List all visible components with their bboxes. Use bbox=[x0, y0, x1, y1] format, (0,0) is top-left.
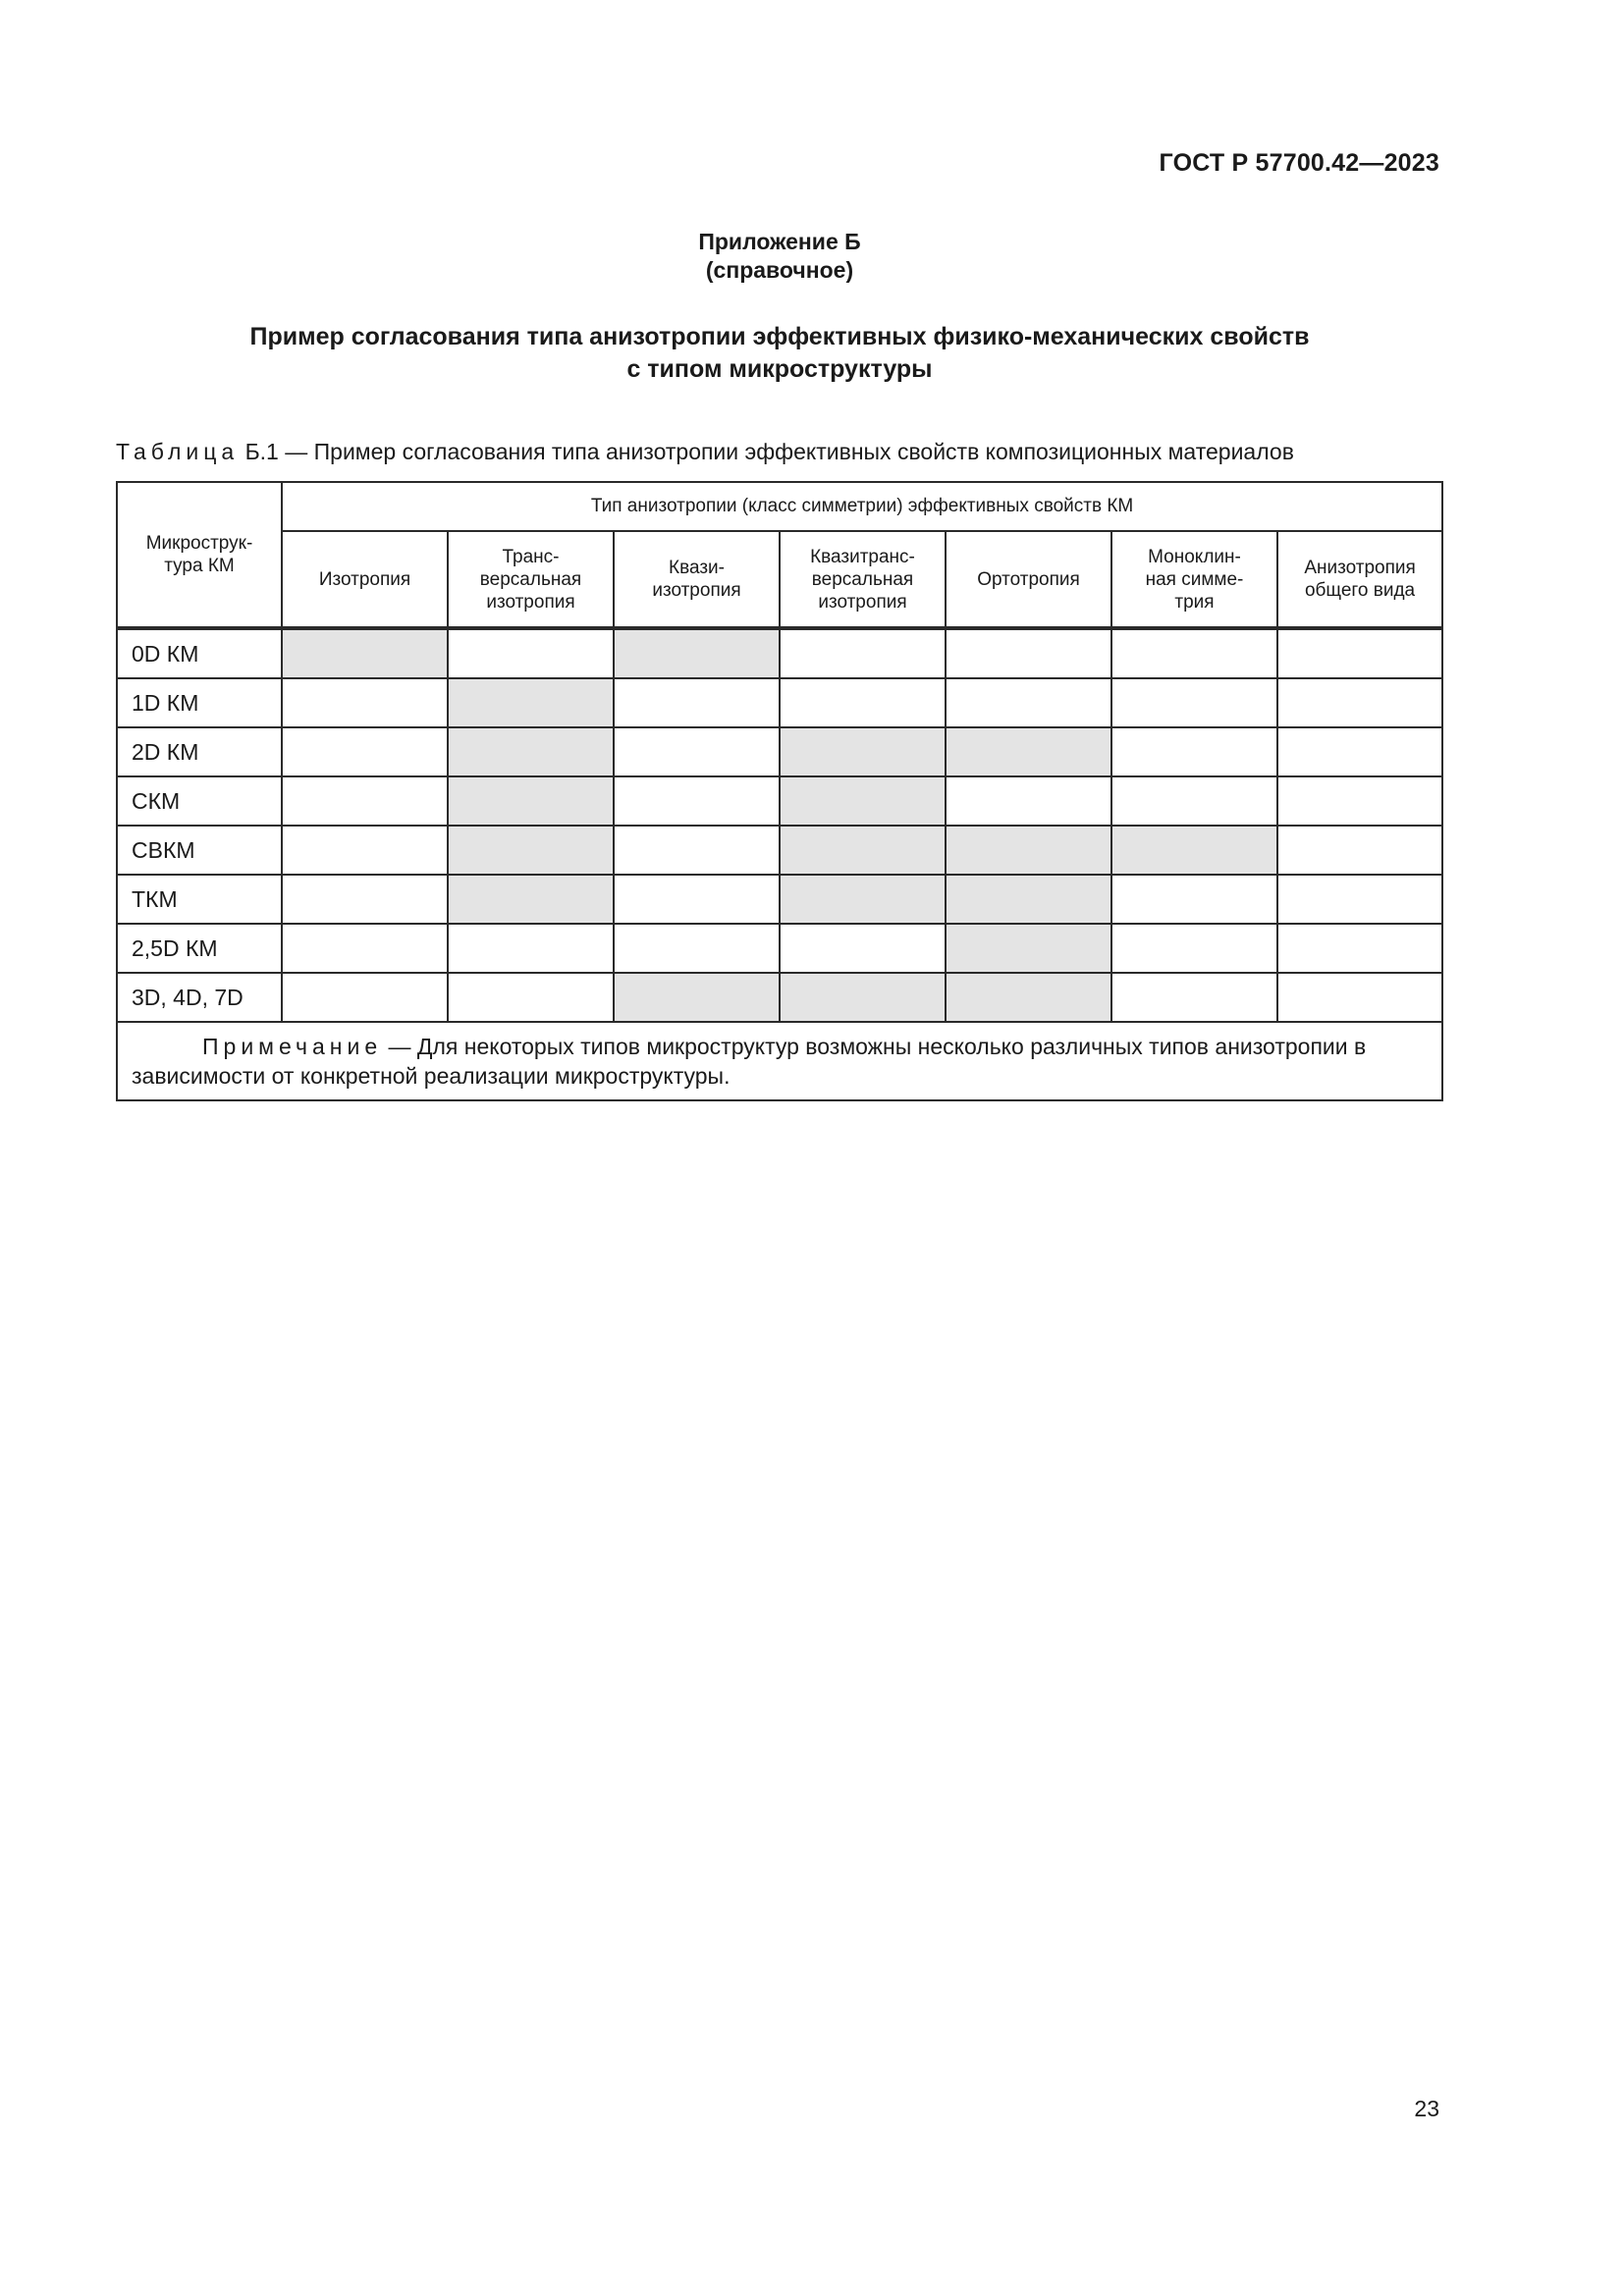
empty-cell bbox=[1111, 875, 1277, 924]
empty-cell bbox=[614, 924, 780, 973]
column-header-5 bbox=[946, 531, 1111, 628]
empty-cell bbox=[282, 875, 448, 924]
empty-cell bbox=[282, 973, 448, 1022]
shaded-cell bbox=[614, 628, 780, 678]
column-header-label: Моноклин- ная симме- трия bbox=[1145, 546, 1244, 613]
table-header-group-row bbox=[117, 482, 1442, 531]
column-header-1 bbox=[282, 531, 448, 628]
section-title-line2: с типом микроструктуры bbox=[626, 355, 933, 383]
column-header-2 bbox=[448, 531, 614, 628]
shaded-cell bbox=[946, 826, 1111, 875]
column-header-label: Квази- изотропия bbox=[652, 558, 741, 601]
shaded-cell bbox=[780, 826, 946, 875]
column-header-4 bbox=[780, 531, 946, 628]
document-code: ГОСТ Р 57700.42—2023 bbox=[1159, 149, 1439, 177]
row-label: 1D КМ bbox=[117, 678, 282, 727]
group-header-cell bbox=[282, 482, 1442, 531]
row-label: 0D КМ bbox=[117, 628, 282, 678]
section-title bbox=[0, 321, 1559, 386]
empty-cell bbox=[448, 628, 614, 678]
shaded-cell bbox=[946, 875, 1111, 924]
row-label: СВКМ bbox=[117, 826, 282, 875]
note-text: — Для некоторых типов микроструктур возможны несколько различных типов анизотропии в зависимости от конкретной реализации микроструктуры. bbox=[132, 1034, 1367, 1089]
shaded-cell bbox=[780, 727, 946, 776]
empty-cell bbox=[1277, 973, 1442, 1022]
empty-cell bbox=[1277, 628, 1442, 678]
column-header-7 bbox=[1277, 531, 1442, 628]
table-row bbox=[117, 776, 1442, 826]
table-row bbox=[117, 826, 1442, 875]
empty-cell bbox=[946, 776, 1111, 826]
empty-cell bbox=[780, 678, 946, 727]
empty-cell bbox=[946, 628, 1111, 678]
empty-cell bbox=[448, 924, 614, 973]
appendix-heading bbox=[0, 228, 1559, 285]
column-header-label: Ортотропия bbox=[977, 568, 1080, 590]
shaded-cell bbox=[780, 875, 946, 924]
empty-cell bbox=[1277, 826, 1442, 875]
shaded-cell bbox=[448, 826, 614, 875]
table-caption-text: Б.1 — Пример согласования типа анизотропии эффективных свойств композиционных материалов bbox=[239, 439, 1294, 464]
group-header-label: Тип анизотропии (класс симметрии) эффективных свойств КМ bbox=[590, 496, 1134, 516]
column-header-label: Изотропия bbox=[318, 568, 411, 590]
empty-cell bbox=[282, 678, 448, 727]
table-row bbox=[117, 924, 1442, 973]
shaded-cell bbox=[282, 628, 448, 678]
row-label: 2,5D КМ bbox=[117, 924, 282, 973]
empty-cell bbox=[946, 678, 1111, 727]
shaded-cell bbox=[946, 727, 1111, 776]
row-header-label: Микрострук- тура КМ bbox=[145, 533, 253, 576]
row-label: 3D, 4D, 7D bbox=[117, 973, 282, 1022]
empty-cell bbox=[614, 776, 780, 826]
empty-cell bbox=[1111, 678, 1277, 727]
empty-cell bbox=[1277, 727, 1442, 776]
empty-cell bbox=[282, 776, 448, 826]
empty-cell bbox=[614, 727, 780, 776]
column-header-3 bbox=[614, 531, 780, 628]
empty-cell bbox=[1277, 678, 1442, 727]
column-header-label: Квазитранс- версальная изотропия bbox=[810, 546, 915, 613]
note-label: Примечание bbox=[202, 1034, 383, 1059]
table-column-header-row bbox=[117, 531, 1442, 628]
empty-cell bbox=[780, 924, 946, 973]
empty-cell bbox=[1277, 924, 1442, 973]
table-row bbox=[117, 875, 1442, 924]
row-label: СКМ bbox=[117, 776, 282, 826]
table-row bbox=[117, 628, 1442, 678]
table-note bbox=[117, 1022, 1442, 1100]
empty-cell bbox=[780, 628, 946, 678]
appendix-title: Приложение Б bbox=[698, 229, 861, 254]
empty-cell bbox=[282, 826, 448, 875]
empty-cell bbox=[614, 826, 780, 875]
note-indent bbox=[132, 1034, 202, 1059]
table-note-row bbox=[117, 1022, 1442, 1100]
empty-cell bbox=[282, 924, 448, 973]
empty-cell bbox=[1111, 924, 1277, 973]
shaded-cell bbox=[448, 678, 614, 727]
column-header-6 bbox=[1111, 531, 1277, 628]
table-row bbox=[117, 678, 1442, 727]
section-title-line1: Пример согласования типа анизотропии эффективных физико-механических свойств bbox=[249, 323, 1310, 350]
empty-cell bbox=[614, 678, 780, 727]
shaded-cell bbox=[448, 776, 614, 826]
empty-cell bbox=[1111, 727, 1277, 776]
shaded-cell bbox=[946, 973, 1111, 1022]
empty-cell bbox=[1277, 776, 1442, 826]
empty-cell bbox=[1111, 973, 1277, 1022]
page-number: 23 bbox=[1414, 2096, 1439, 2121]
table-body bbox=[117, 628, 1442, 1022]
anisotropy-table bbox=[116, 481, 1443, 1101]
empty-cell bbox=[1111, 776, 1277, 826]
shaded-cell bbox=[1111, 826, 1277, 875]
row-header-cell bbox=[117, 482, 282, 628]
empty-cell bbox=[614, 875, 780, 924]
table-caption-label: Таблица bbox=[116, 439, 240, 464]
shaded-cell bbox=[448, 727, 614, 776]
empty-cell bbox=[282, 727, 448, 776]
row-label: ТКМ bbox=[117, 875, 282, 924]
shaded-cell bbox=[780, 776, 946, 826]
shaded-cell bbox=[614, 973, 780, 1022]
empty-cell bbox=[1277, 875, 1442, 924]
shaded-cell bbox=[448, 875, 614, 924]
column-header-label: Транс- версальная изотропия bbox=[479, 546, 582, 613]
shaded-cell bbox=[946, 924, 1111, 973]
row-label: 2D КМ bbox=[117, 727, 282, 776]
table-caption bbox=[116, 439, 1294, 465]
table-row bbox=[117, 727, 1442, 776]
table-row bbox=[117, 973, 1442, 1022]
appendix-subtitle: (справочное) bbox=[705, 257, 854, 283]
shaded-cell bbox=[780, 973, 946, 1022]
column-header-label: Анизотропия общего вида bbox=[1304, 558, 1416, 601]
empty-cell bbox=[448, 973, 614, 1022]
empty-cell bbox=[1111, 628, 1277, 678]
